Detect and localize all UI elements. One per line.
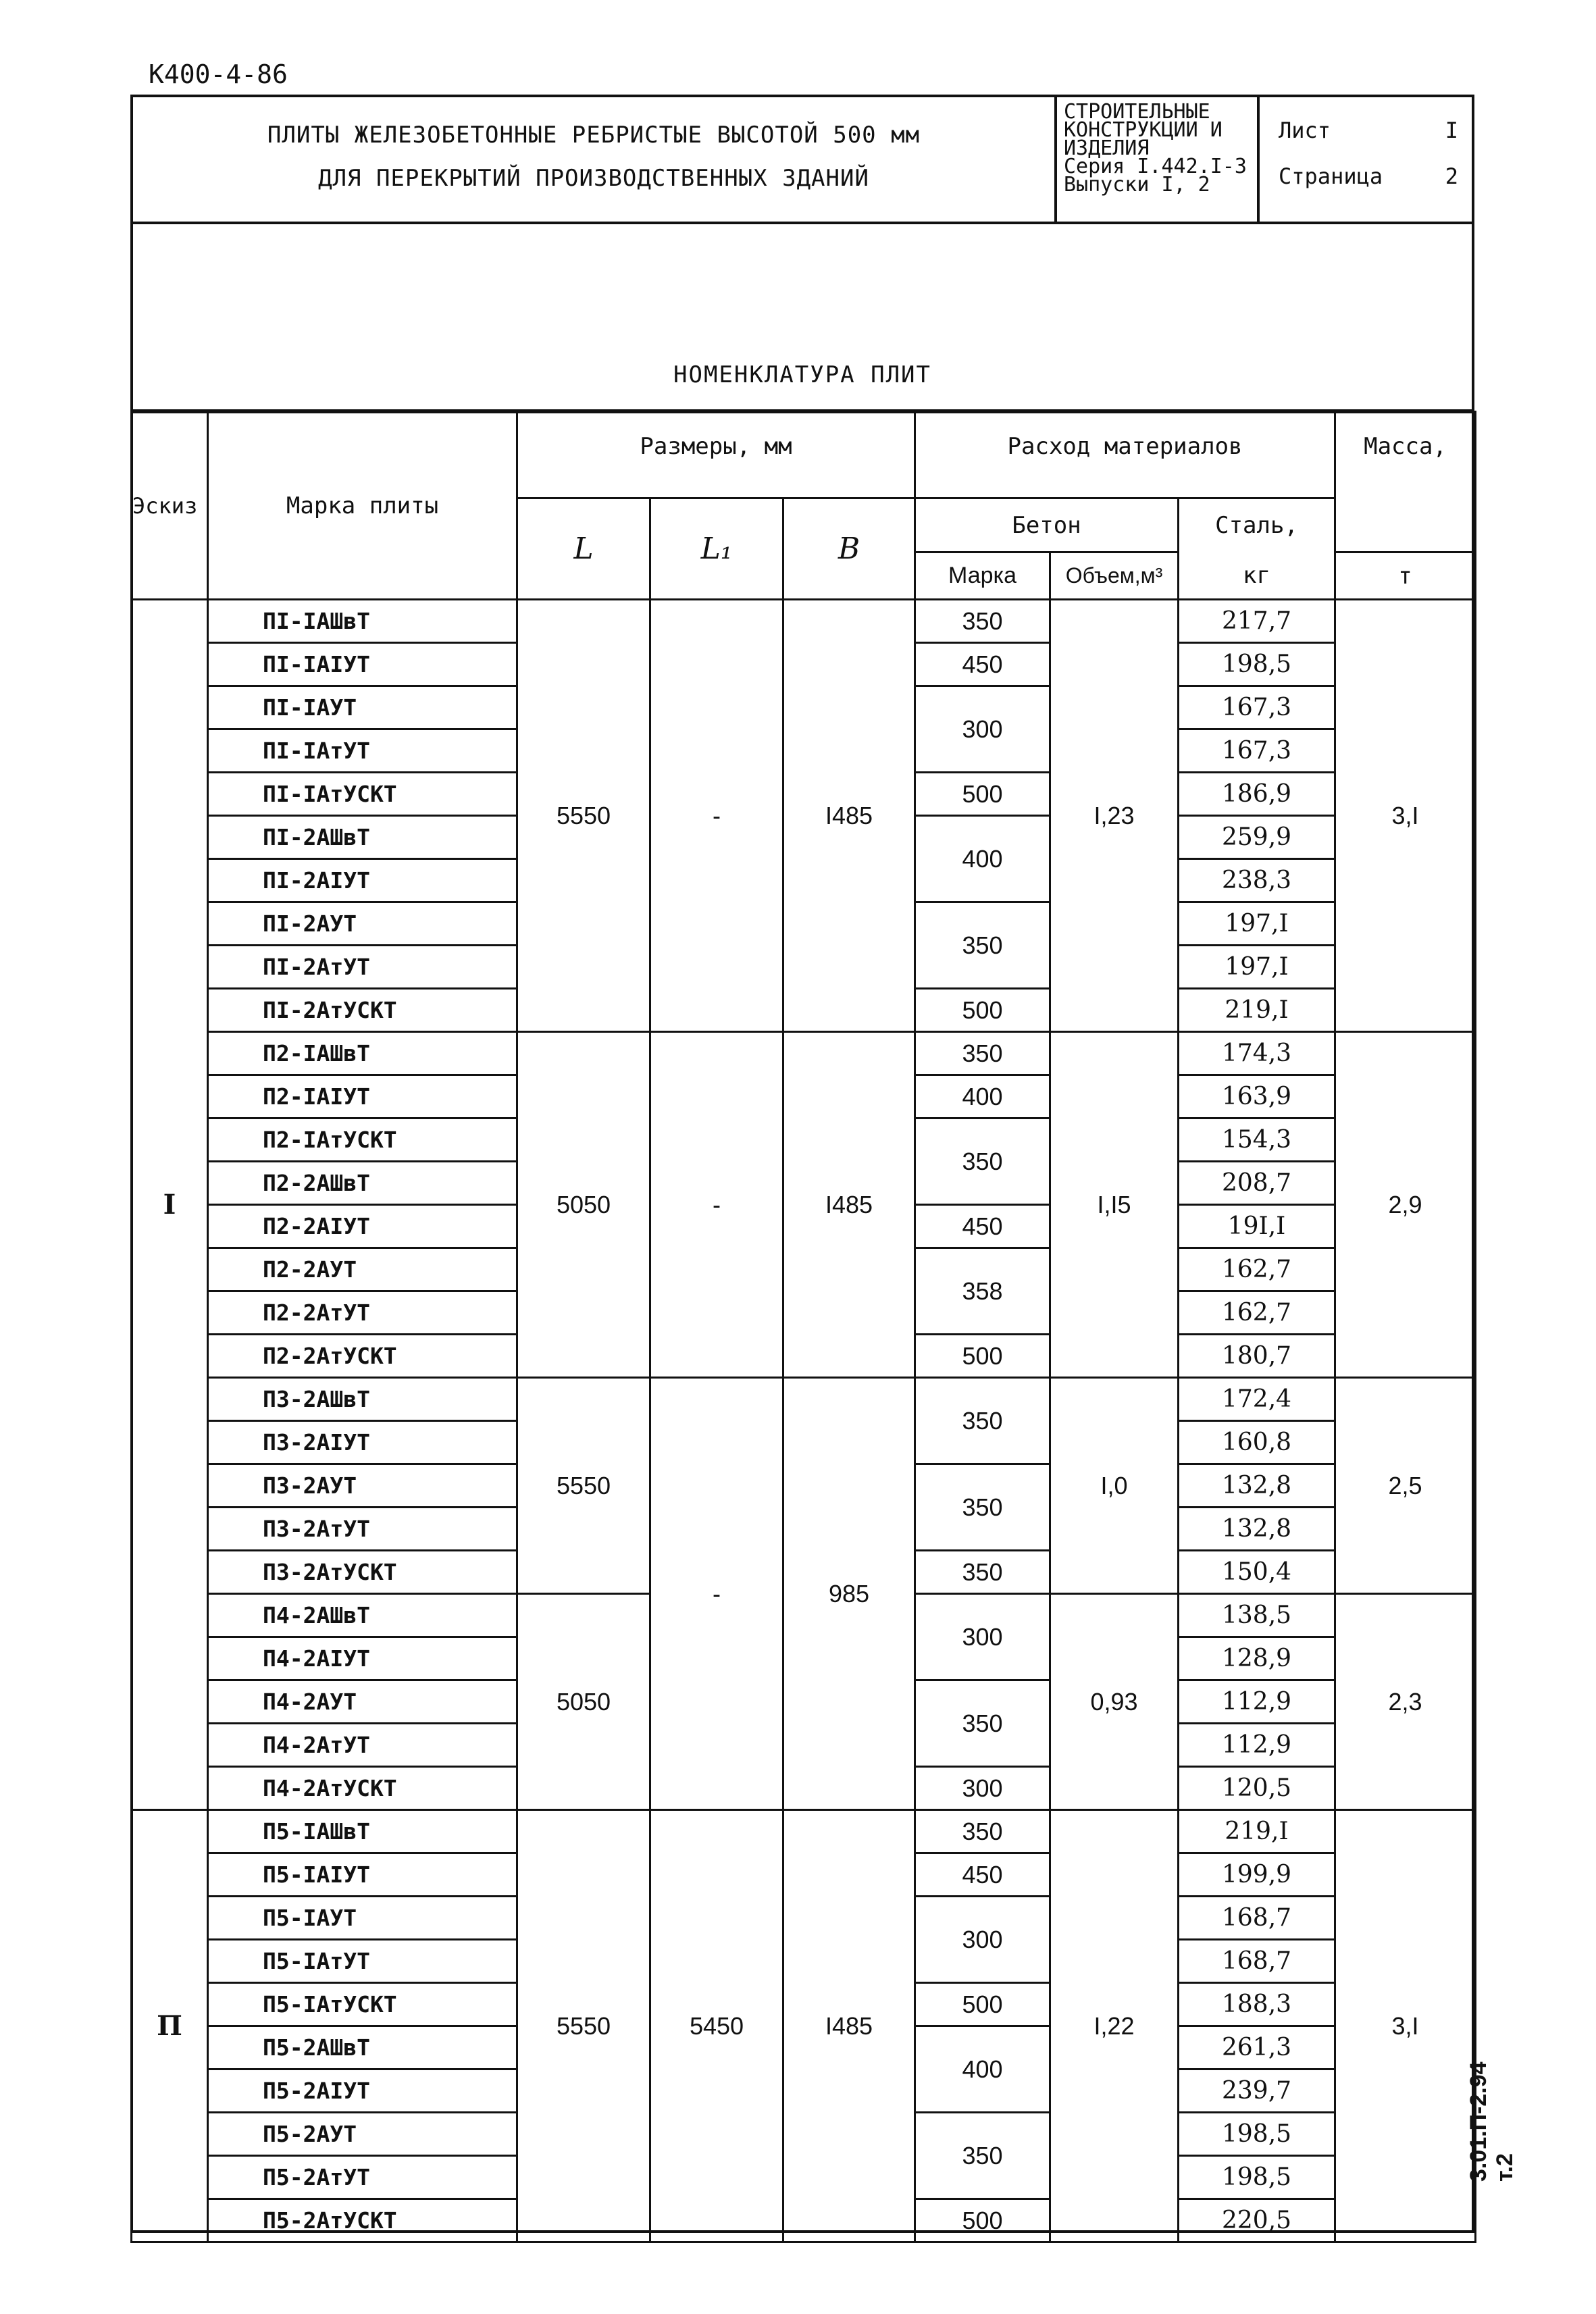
page-title: НОМЕНКЛАТУРА ПЛИТ [673,361,931,388]
steel-kg: 186,9 [1179,773,1335,816]
plate-mark: П5-2АIУТ [208,2069,517,2113]
side-code: 3.01.П-2.94 т.2 [1466,2061,1518,2182]
plate-mark: П4-2АтУСКТ [208,1767,517,1810]
mass-t: 3,I [1335,600,1476,1032]
size-l: 5550 [517,1810,650,2242]
header-concrete-grade: Марка [915,552,1050,600]
plate-mark: ПI-2АтУТ [208,946,517,989]
header-mass: Масса, [1335,412,1476,552]
title-block [130,95,1474,224]
steel-kg: 128,9 [1179,1637,1335,1680]
header-mark: Марка плиты [208,412,517,600]
concrete-grade: 350 [915,1378,1050,1464]
header-steel-unit: кг [1179,552,1335,600]
steel-kg: 172,4 [1179,1378,1335,1421]
plate-mark: ПI-2АШвТ [208,816,517,859]
header-concrete-volume: Объем,м³ [1050,552,1179,600]
plate-mark: П5-IАУТ [208,1897,517,1940]
document-code: К400-4-86 [149,59,288,89]
steel-kg: 197,I [1179,946,1335,989]
sketch-group: I [132,600,208,1810]
plate-mark: П2-2АУТ [208,1248,517,1291]
concrete-grade: 350 [915,1032,1050,1075]
header-materials: Расход материалов [915,412,1335,498]
concrete-grade: 500 [915,773,1050,816]
plate-mark: П2-2АШвТ [208,1162,517,1205]
series-line: Серия I.442.I-3 [1064,155,1247,178]
concrete-grade: 500 [915,2199,1050,2242]
size-b: I485 [783,1810,915,2242]
plate-mark: П2-2АтУСКТ [208,1335,517,1378]
plate-mark: П5-2АтУСКТ [208,2199,517,2242]
size-l: 5050 [517,1594,650,1810]
title-cell [133,97,1057,222]
series-line: КОНСТРУКЦИИ И [1064,118,1222,142]
header-b [783,498,915,600]
steel-kg: 198,5 [1179,2156,1335,2199]
table-row [132,600,1476,643]
concrete-volume: I,0 [1050,1378,1179,1594]
plate-mark: П2-2АтУТ [208,1291,517,1335]
steel-kg: 112,9 [1179,1724,1335,1767]
plate-mark: П4-2АIУТ [208,1637,517,1680]
concrete-grade: 350 [915,2113,1050,2199]
header-sizes: Размеры, мм [517,412,915,498]
table-row [132,1378,1476,1421]
concrete-grade: 500 [915,1335,1050,1378]
concrete-grade: 300 [915,686,1050,773]
steel-kg: 154,3 [1179,1119,1335,1162]
concrete-volume: I,22 [1050,1810,1179,2242]
plate-mark: П5-IАШвТ [208,1810,517,1853]
steel-kg: 197,I [1179,902,1335,946]
plate-mark: П5-2АШвТ [208,2026,517,2069]
concrete-grade: 350 [915,1551,1050,1594]
heading-block [130,223,1474,412]
concrete-grade: 400 [915,1075,1050,1119]
concrete-grade: 300 [915,1897,1050,1983]
mass-t: 2,3 [1335,1594,1476,1810]
header-l1 [650,498,783,600]
sheet-value: I [1445,118,1458,143]
plate-mark: П4-2АУТ [208,1680,517,1724]
plate-mark: П3-2АтУСКТ [208,1551,517,1594]
steel-kg: 239,7 [1179,2069,1335,2113]
plate-mark: ПI-2АУТ [208,902,517,946]
size-l: 5550 [517,1378,650,1594]
steel-kg: 19I,I [1179,1205,1335,1248]
steel-kg: 208,7 [1179,1162,1335,1205]
series-line: ИЗДЕЛИЯ [1064,136,1150,160]
concrete-grade: 300 [915,1767,1050,1810]
plate-mark: ПI-IАУТ [208,686,517,729]
concrete-grade: 350 [915,1810,1050,1853]
header-l [517,498,650,600]
plate-mark: П2-IАтУСКТ [208,1119,517,1162]
steel-kg: 150,4 [1179,1551,1335,1594]
header-concrete: Бетон [915,498,1179,552]
plate-mark: П5-2АтУТ [208,2156,517,2199]
steel-kg: 199,9 [1179,1853,1335,1897]
steel-kg: 162,7 [1179,1248,1335,1291]
plate-mark: П5-IАтУТ [208,1940,517,1983]
steel-kg: 188,3 [1179,1983,1335,2026]
plate-mark: П2-IАШвТ [208,1032,517,1075]
sheet-cell [1262,97,1472,222]
concrete-grade: 450 [915,1205,1050,1248]
concrete-grade: 400 [915,816,1050,902]
header-b-symbol: B [838,532,860,566]
title-line-1: ПЛИТЫ ЖЕЛЕЗОБЕТОННЫЕ РЕБРИСТЫЕ ВЫСОТОЙ 500 мм [267,122,921,149]
plate-mark: П3-2АтУТ [208,1508,517,1551]
plate-mark: П3-2АIУТ [208,1421,517,1464]
steel-kg: 163,9 [1179,1075,1335,1119]
sheet-label: Лист [1279,118,1331,143]
steel-kg: 168,7 [1179,1940,1335,1983]
plate-mark: П2-IАIУТ [208,1075,517,1119]
concrete-grade: 350 [915,1464,1050,1551]
plate-mark: П3-2АШвТ [208,1378,517,1421]
plate-mark: П4-2АтУТ [208,1724,517,1767]
page-label: Страница [1279,163,1383,189]
plate-mark: ПI-2АтУСКТ [208,989,517,1032]
steel-kg: 162,7 [1179,1291,1335,1335]
steel-kg: 138,5 [1179,1594,1335,1637]
concrete-volume: I,I5 [1050,1032,1179,1378]
steel-kg: 180,7 [1179,1335,1335,1378]
concrete-grade: 400 [915,2026,1050,2113]
steel-kg: 198,5 [1179,643,1335,686]
plate-mark: ПI-IАтУТ [208,729,517,773]
page-value: 2 [1445,163,1458,189]
series-line: Выпуски I, 2 [1064,173,1210,197]
plate-mark: ПI-IАШвТ [208,600,517,643]
plate-mark: П4-2АШвТ [208,1594,517,1637]
steel-kg: 168,7 [1179,1897,1335,1940]
series-line: СТРОИТЕЛЬНЫЕ [1064,100,1210,124]
mass-t: 2,5 [1335,1378,1476,1594]
plate-mark: П5-IАтУСКТ [208,1983,517,2026]
steel-kg: 167,3 [1179,686,1335,729]
steel-kg: 120,5 [1179,1767,1335,1810]
plate-mark: П2-2АIУТ [208,1205,517,1248]
series-cell [1057,97,1260,222]
steel-kg: 261,3 [1179,2026,1335,2069]
steel-kg: 132,8 [1179,1508,1335,1551]
steel-kg: 220,5 [1179,2199,1335,2242]
concrete-grade: 350 [915,902,1050,989]
concrete-volume: I,23 [1050,600,1179,1032]
size-l: 5050 [517,1032,650,1378]
plate-mark: ПI-2АIУТ [208,859,517,902]
steel-kg: 132,8 [1179,1464,1335,1508]
plate-mark: П3-2АУТ [208,1464,517,1508]
size-l1: - [650,1032,783,1378]
size-b: I485 [783,1032,915,1378]
size-b: I485 [783,600,915,1032]
table-row [132,1032,1476,1075]
steel-kg: 219,I [1179,1810,1335,1853]
steel-kg: 160,8 [1179,1421,1335,1464]
steel-kg: 259,9 [1179,816,1335,859]
concrete-grade: 350 [915,600,1050,643]
plate-mark: ПI-IАIУТ [208,643,517,686]
concrete-volume: 0,93 [1050,1594,1179,1810]
concrete-grade: 350 [915,1680,1050,1767]
concrete-grade: 450 [915,1853,1050,1897]
header-l-symbol: L [573,532,594,566]
steel-kg: 217,7 [1179,600,1335,643]
concrete-grade: 358 [915,1248,1050,1335]
steel-kg: 198,5 [1179,2113,1335,2156]
header-sketch: Эскиз [132,412,208,600]
concrete-grade: 450 [915,643,1050,686]
concrete-grade: 500 [915,1983,1050,2026]
header-mass-unit: т [1335,552,1476,600]
header-l1-symbol: L₁ [700,532,733,566]
nomenclature-table [130,411,1476,2243]
steel-kg: 174,3 [1179,1032,1335,1075]
size-l1: - [650,1378,783,1810]
plate-mark: П5-IАIУТ [208,1853,517,1897]
header-steel: Сталь, [1179,498,1335,552]
steel-kg: 112,9 [1179,1680,1335,1724]
table-body [132,600,1476,2242]
steel-kg: 238,3 [1179,859,1335,902]
concrete-grade: 350 [915,1119,1050,1205]
sketch-group: П [132,1810,208,2242]
title-line-2: ДЛЯ ПЕРЕКРЫТИЙ ПРОИЗВОДСТВЕННЫХ ЗДАНИЙ [318,165,869,192]
concrete-grade: 500 [915,989,1050,1032]
plate-mark: П5-2АУТ [208,2113,517,2156]
mass-t: 3,I [1335,1810,1476,2242]
steel-kg: 167,3 [1179,729,1335,773]
table-row [132,1810,1476,1853]
size-l: 5550 [517,600,650,1032]
plate-mark: ПI-IАтУСКТ [208,773,517,816]
size-l1: - [650,600,783,1032]
mass-t: 2,9 [1335,1032,1476,1378]
concrete-grade: 300 [915,1594,1050,1680]
size-b: 985 [783,1378,915,1810]
steel-kg: 219,I [1179,989,1335,1032]
size-l1: 5450 [650,1810,783,2242]
